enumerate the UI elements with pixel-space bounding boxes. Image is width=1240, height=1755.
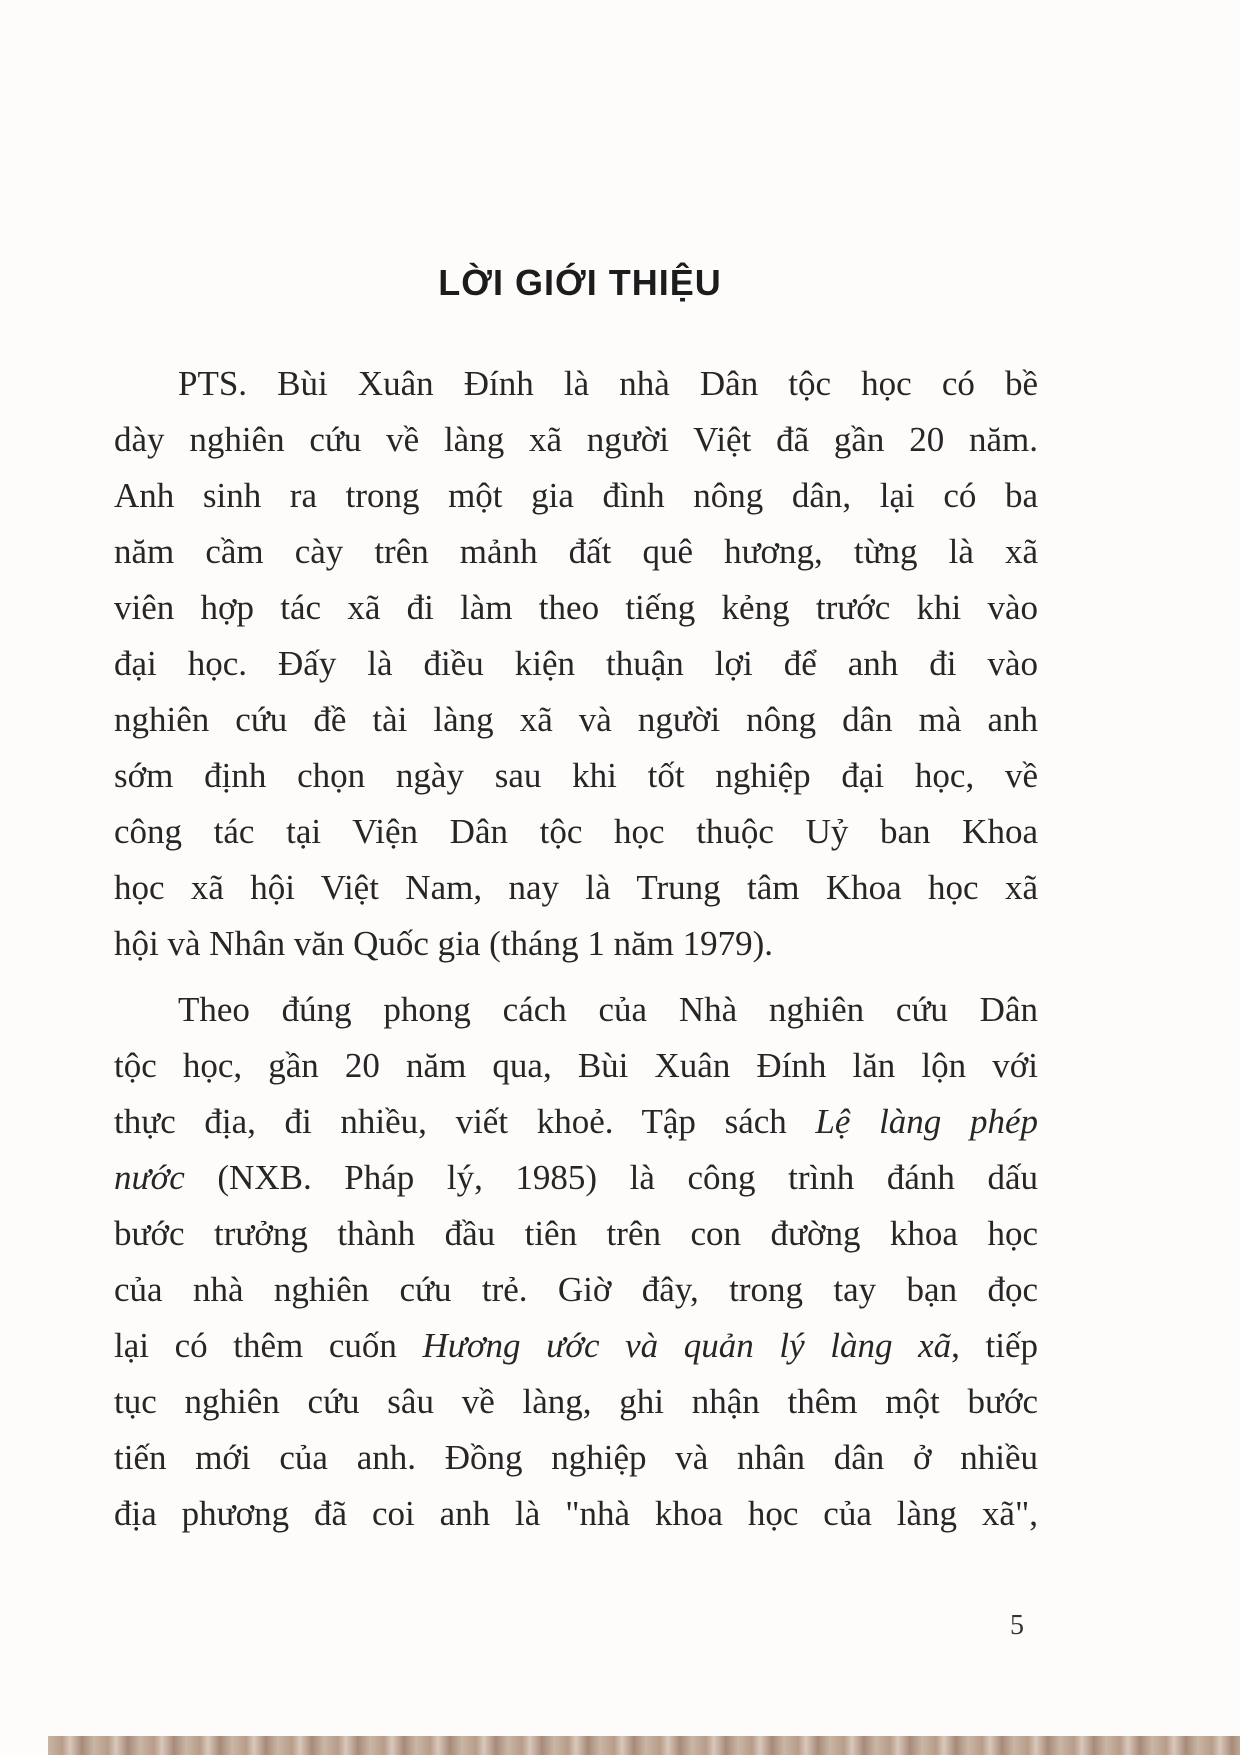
text-line: địa phương đã coi anh là "nhà khoa học của làng xã", bbox=[114, 1494, 1038, 1533]
book-title-italic: nước bbox=[114, 1158, 185, 1197]
paragraph-2 bbox=[114, 982, 1038, 1542]
text-line: bước trưởng thành đầu tiên trên con đường khoa học bbox=[114, 1214, 1038, 1253]
text-line bbox=[114, 1150, 1038, 1206]
text-segment: (NXB. Pháp lý, 1985) là công trình đánh dấu bbox=[184, 1158, 1038, 1197]
text-line: PTS. Bùi Xuân Đính là nhà Dân tộc học có bề bbox=[178, 364, 1038, 403]
text-segment: , tiếp bbox=[951, 1326, 1038, 1365]
text-line: tiến mới của anh. Đồng nghiệp và nhân dân ở nhiều bbox=[114, 1438, 1038, 1477]
book-title-italic: Hương ước và quản lý làng xã bbox=[422, 1326, 952, 1365]
text-line: tộc học, gần 20 năm qua, Bùi Xuân Đính lăn lộn với bbox=[114, 1046, 1038, 1085]
text-line: năm cầm cày trên mảnh đất quê hương, từng là xã bbox=[114, 532, 1038, 571]
text-line: sớm định chọn ngày sau khi tốt nghiệp đại học, về bbox=[114, 756, 1038, 795]
text-line: hội và Nhân văn Quốc gia (tháng 1 năm 1979). bbox=[114, 924, 774, 963]
text-line: học xã hội Việt Nam, nay là Trung tâm Khoa học xã bbox=[114, 868, 1038, 907]
text-line: đại học. Đấy là điều kiện thuận lợi để anh đi vào bbox=[114, 644, 1038, 683]
text-line: dày nghiên cứu về làng xã người Việt đã gần 20 năm. bbox=[114, 420, 1038, 459]
paragraph-1 bbox=[114, 356, 1038, 972]
text-line: tục nghiên cứu sâu về làng, ghi nhận thêm một bước bbox=[114, 1382, 1038, 1421]
text-line: Anh sinh ra trong một gia đình nông dân, lại có ba bbox=[114, 476, 1038, 515]
text-line: nghiên cứu đề tài làng xã và người nông dân mà anh bbox=[114, 700, 1038, 739]
text-line: viên hợp tác xã đi làm theo tiếng kẻng trước khi vào bbox=[114, 588, 1038, 627]
page-title: LỜI GIỚI THIỆU bbox=[438, 262, 722, 303]
text-line bbox=[114, 1318, 1038, 1374]
scan-edge-strip bbox=[48, 1736, 1240, 1755]
text-line: công tác tại Viện Dân tộc học thuộc Uỷ ban Khoa bbox=[114, 812, 1038, 851]
page-number: 5 bbox=[1010, 1610, 1024, 1641]
text-line: của nhà nghiên cứu trẻ. Giờ đây, trong tay bạn đọc bbox=[114, 1270, 1038, 1309]
text-line: Theo đúng phong cách của Nhà nghiên cứu Dân bbox=[178, 990, 1038, 1029]
book-title-italic: Lệ làng phép bbox=[815, 1102, 1038, 1141]
text-segment: lại có thêm cuốn bbox=[114, 1326, 423, 1365]
text-segment: thực địa, đi nhiều, viết khoẻ. Tập sách bbox=[114, 1102, 816, 1141]
text-line bbox=[114, 1094, 1038, 1150]
